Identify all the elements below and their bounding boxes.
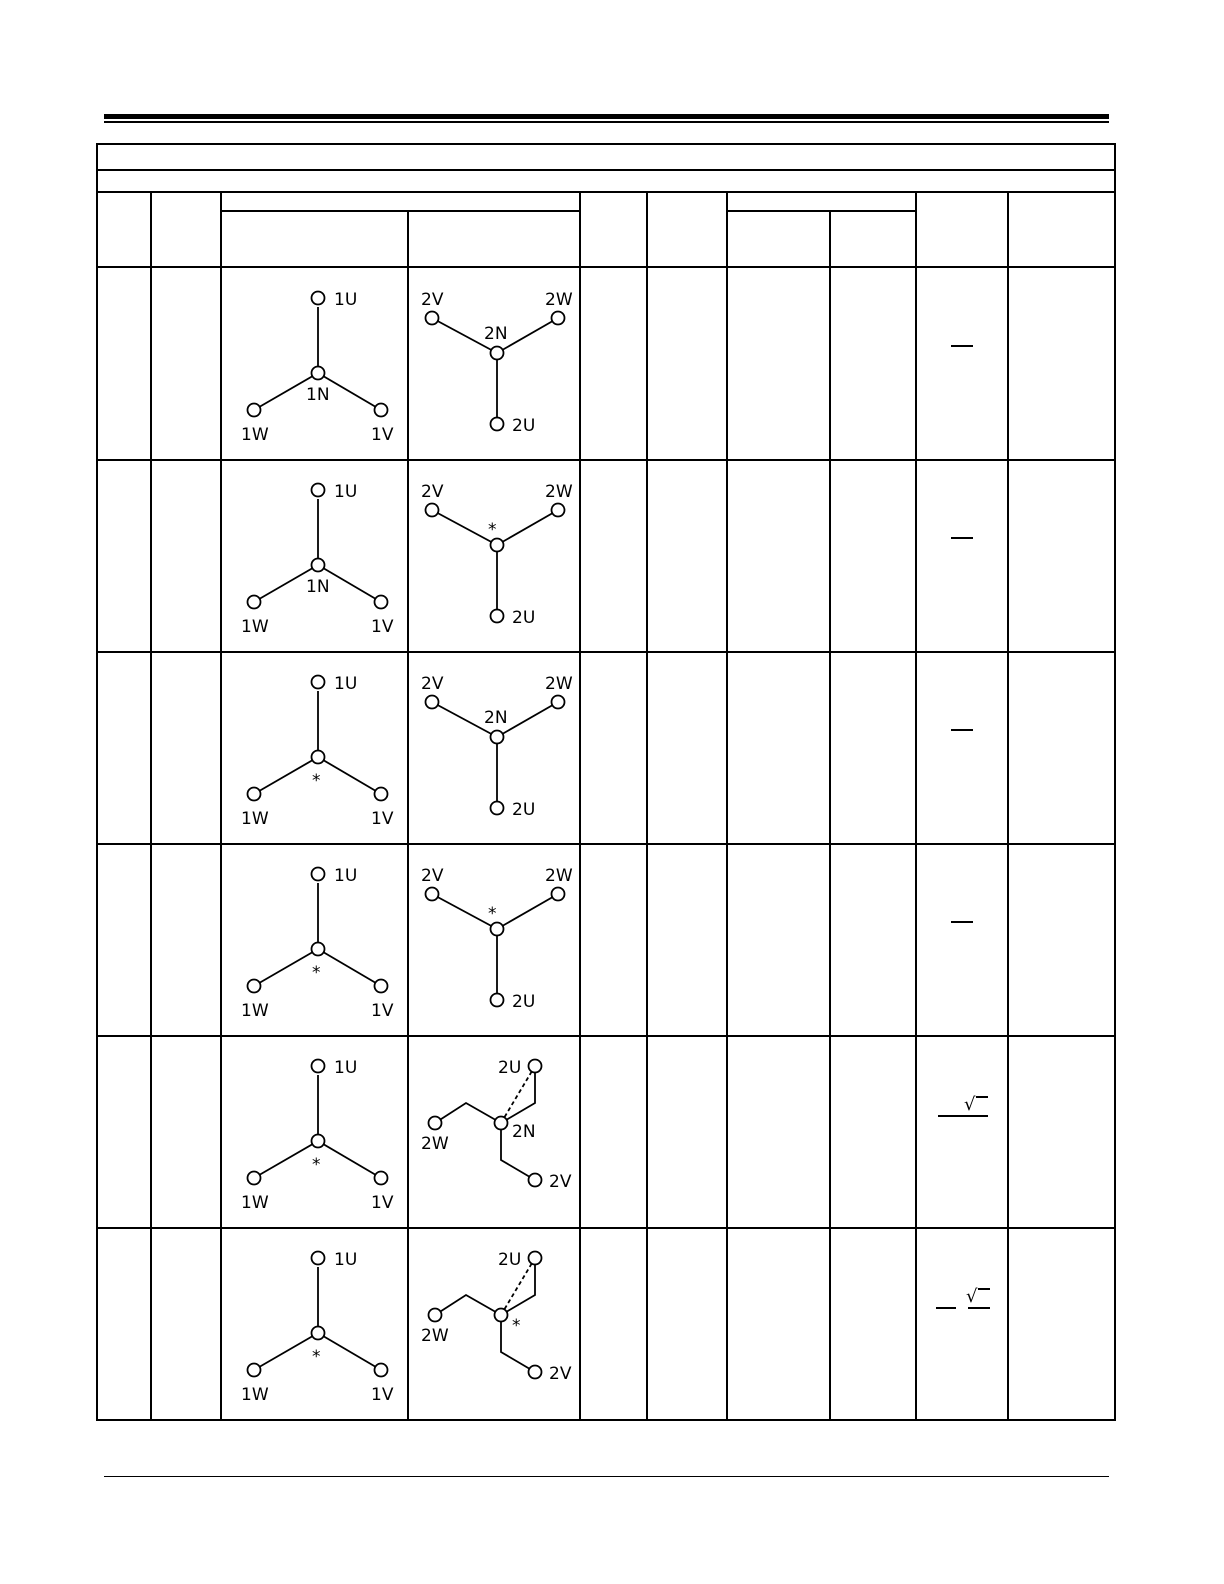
neutral-marker: * bbox=[312, 963, 321, 983]
terminal-label: 2W bbox=[545, 482, 573, 502]
fraction-bar bbox=[951, 921, 973, 923]
secondary-wye-diagram bbox=[408, 843, 579, 1035]
terminal-label: 2U bbox=[512, 992, 536, 1012]
subtitle-row-divider bbox=[96, 191, 1116, 193]
terminal-label: 2W bbox=[545, 290, 573, 310]
column-divider bbox=[726, 191, 728, 1421]
primary-wye-diagram bbox=[221, 267, 407, 459]
terminal-label: 1U bbox=[334, 1250, 358, 1270]
fraction-bar bbox=[951, 537, 973, 539]
terminal-label: 2U bbox=[512, 416, 536, 436]
terminal-label: 2V bbox=[421, 866, 444, 886]
terminal-label: 1W bbox=[241, 1193, 269, 1213]
secondary-zigzag-diagram bbox=[408, 1035, 579, 1227]
terminal-label: 1U bbox=[334, 1058, 358, 1078]
terminal-label: 2V bbox=[549, 1364, 572, 1384]
terminal-label: 1V bbox=[371, 425, 394, 445]
table-border-bottom bbox=[96, 1419, 1116, 1421]
neutral-label: 1N bbox=[306, 385, 330, 405]
terminal-label: 1U bbox=[334, 674, 358, 694]
table-border-left bbox=[96, 143, 98, 1421]
title-row-divider bbox=[96, 169, 1116, 171]
header-rule-thin bbox=[104, 121, 1109, 123]
terminal-label: 2V bbox=[421, 482, 444, 502]
neutral-label: 2N bbox=[484, 324, 508, 344]
neutral-marker: * bbox=[312, 771, 321, 791]
fraction-bar bbox=[968, 1307, 990, 1309]
neutral-marker: * bbox=[312, 1155, 321, 1175]
square-root-vinculum bbox=[976, 1096, 988, 1098]
terminal-label: 2V bbox=[549, 1172, 572, 1192]
fraction-bar bbox=[936, 1307, 956, 1309]
column-divider bbox=[150, 191, 152, 1421]
terminal-label: 2U bbox=[512, 608, 536, 628]
terminal-label: 1V bbox=[371, 1001, 394, 1021]
neutral-label: 2N bbox=[512, 1122, 536, 1142]
voltage-header-divider bbox=[726, 210, 916, 212]
terminal-label: 2U bbox=[498, 1250, 522, 1270]
header-rule-thick bbox=[104, 114, 1109, 119]
terminal-label: 2V bbox=[421, 290, 444, 310]
square-root-sign: √ bbox=[964, 1094, 976, 1115]
fraction-bar bbox=[951, 345, 973, 347]
column-divider bbox=[646, 191, 648, 1421]
table-border-top bbox=[96, 143, 1116, 145]
square-root-sign: √ bbox=[966, 1286, 978, 1307]
primary-wye-diagram bbox=[221, 843, 407, 1035]
fraction-bar bbox=[938, 1115, 988, 1117]
neutral-marker: * bbox=[512, 1316, 521, 1336]
fraction-bar bbox=[951, 729, 973, 731]
column-divider bbox=[915, 191, 917, 1421]
secondary-zigzag-diagram bbox=[408, 1227, 579, 1419]
connection-table bbox=[96, 143, 1116, 1421]
terminal-label: 2V bbox=[421, 674, 444, 694]
column-divider bbox=[1007, 191, 1009, 1421]
terminal-label: 2W bbox=[545, 866, 573, 886]
terminal-label: 1W bbox=[241, 1001, 269, 1021]
terminal-label: 1V bbox=[371, 1193, 394, 1213]
square-root-vinculum bbox=[978, 1288, 990, 1290]
primary-wye-diagram bbox=[221, 651, 407, 843]
terminal-label: 2W bbox=[421, 1134, 449, 1154]
terminal-label: 1W bbox=[241, 1385, 269, 1405]
terminal-label: 1U bbox=[334, 482, 358, 502]
terminal-label: 1W bbox=[241, 425, 269, 445]
neutral-label: 1N bbox=[306, 577, 330, 597]
terminal-label: 1V bbox=[371, 617, 394, 637]
table-border-right bbox=[1114, 143, 1116, 1421]
footer-rule bbox=[104, 1476, 1109, 1477]
primary-wye-diagram bbox=[221, 459, 407, 651]
terminal-label: 1W bbox=[241, 809, 269, 829]
column-divider bbox=[579, 191, 581, 1421]
secondary-wye-diagram bbox=[408, 651, 579, 843]
terminal-label: 1V bbox=[371, 1385, 394, 1405]
terminal-label: 2W bbox=[545, 674, 573, 694]
winding-header-divider bbox=[221, 210, 580, 212]
column-divider bbox=[829, 210, 831, 1421]
neutral-marker: * bbox=[312, 1347, 321, 1367]
terminal-label: 2W bbox=[421, 1326, 449, 1346]
terminal-label: 1U bbox=[334, 290, 358, 310]
terminal-label: 1U bbox=[334, 866, 358, 886]
primary-wye-diagram bbox=[221, 1227, 407, 1419]
terminal-label: 1V bbox=[371, 809, 394, 829]
primary-wye-diagram bbox=[221, 1035, 407, 1227]
secondary-wye-diagram bbox=[408, 459, 579, 651]
neutral-marker: * bbox=[488, 520, 497, 540]
terminal-label: 2U bbox=[498, 1058, 522, 1078]
terminal-label: 2U bbox=[512, 800, 536, 820]
secondary-wye-diagram bbox=[408, 267, 579, 459]
terminal-label: 1W bbox=[241, 617, 269, 637]
neutral-marker: * bbox=[488, 904, 497, 924]
neutral-label: 2N bbox=[484, 708, 508, 728]
